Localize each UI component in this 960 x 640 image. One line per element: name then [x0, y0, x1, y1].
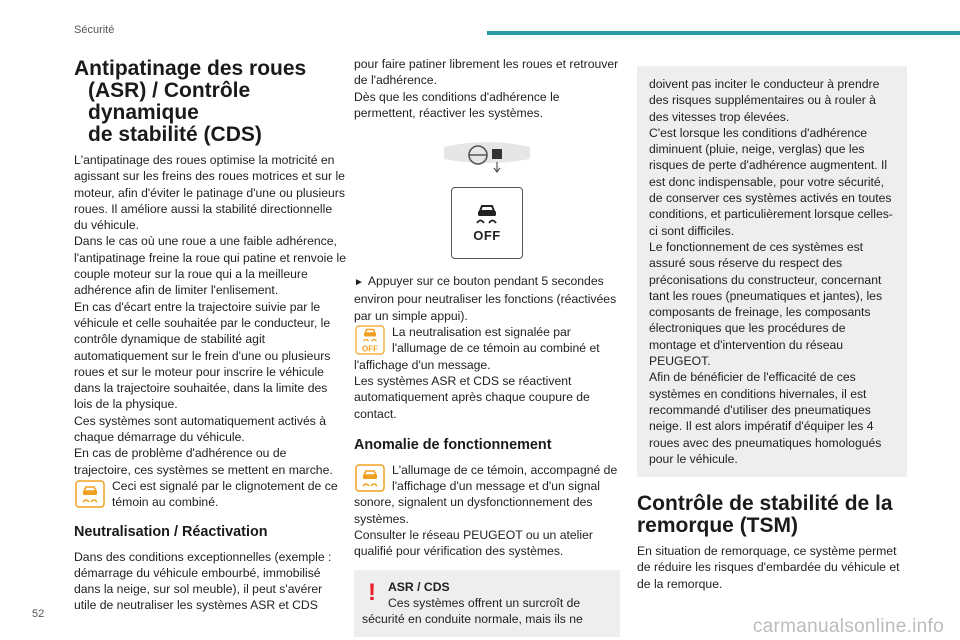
paragraph: L'antipatinage des roues optimise la motricité en agissant sur les freins des roues motrices et sur le moteur, afin d'éviter le patinage d'une ou plusieurs roues. Il améliore aussi la stabilité directionnelle du véhicule. — [74, 153, 345, 233]
paragraph: Dans le cas où une roue a une faible adhérence, l'antipatinage freine la roue qui patine et renvoie le couple moteur sur la roue qui a la meilleure adhérence afin de limiter l'enlisement. — [74, 234, 346, 298]
esp-off-button[interactable] — [451, 187, 523, 259]
column-2 — [354, 50, 620, 637]
neutralisation-light-note: OFF La neutralisation est signalée par l'allumage de ce témoin au combiné et l'affichage d'un message. — [354, 325, 600, 372]
section-title-tsm — [637, 493, 907, 537]
paragraph: En situation de remorquage, ce système permet de réduire les risques d'embardée du véhicule et de la remorque. — [637, 544, 900, 591]
watermark: carmanualsonline.info — [752, 616, 944, 637]
skid-off-warning-icon — [354, 325, 386, 355]
title-line-3: de stabilité (CDS) — [88, 123, 262, 146]
title-line-1: Contrôle de stabilité de la — [637, 492, 893, 516]
title-line-2: remorque (TSM) — [637, 514, 799, 538]
malfunction-light-note: L'allumage de ce témoin, accompagné de l'affichage d'un message et d'un signal sonore, signalent un dysfonctionnement des systèmes. — [354, 462, 618, 526]
page-number: 52 — [32, 608, 45, 620]
button-off-label: OFF — [473, 228, 501, 244]
steering-wheel-icon — [354, 135, 620, 179]
paragraph: En cas de problème d'adhérence ou de trajectoire, ces systèmes se mettent en marche. — [74, 446, 333, 477]
paragraph: Consulter le réseau PEUGEOT ou un atelier qualifié pour vérification des systèmes. — [354, 528, 593, 559]
skid-warning-icon — [354, 463, 386, 493]
paragraph: Afin de bénéficier de l'efficacité de ces systèmes en conditions hivernales, il est recommandé d'utiliser des pneumatiques neige. Il est alors impératif d'équiper les 4 roues avec des pneumatiques homologués pour le véhicule. — [649, 370, 882, 466]
paragraph: Les systèmes ASR et CDS se réactivent automatiquement après chaque coupure de contact. — [354, 373, 590, 421]
warning-box — [354, 570, 620, 637]
paragraph: Dès que les conditions d'adhérence le permettent, réactiver les systèmes. — [354, 89, 560, 120]
warning-title: ASR / CDS — [388, 579, 450, 594]
column-3 — [637, 50, 907, 592]
paragraph: En cas d'écart entre la trajectoire suivie par le véhicule et celle souhaitée par le conducteur, le contrôle dynamique de stabilité agit automatiquement sur le frein d'une ou plusieurs roues et sur le moteur pour inscrire le véhicule dans la trajectoire souhaitée, dans la limite des lois de la physique. — [74, 299, 331, 412]
arrow-icon: ► — [354, 277, 364, 289]
subheading-anomalie: Anomalie de fonctionnement — [354, 436, 552, 453]
paragraph: Le fonctionnement de ces systèmes est assuré sous réserve du respect des préconisations du constructeur, concernant tant les roues (pneumatiques et jantes), les composants de freinage, les composants électroniques que les procédures de montage et d'intervention du réseau PEUGEOT. — [649, 239, 883, 369]
exclamation-icon: ! — [368, 578, 376, 606]
skid-car-icon — [472, 202, 502, 226]
subheading-neutralisation: Neutralisation / Réactivation — [74, 523, 268, 540]
warning-box-continued — [637, 66, 907, 477]
paragraph: C'est lorsque les conditions d'adhérence diminuent (pluie, neige, verglas) que les risques de perte d'adhérence augmentent. Il est donc indispensable, pour votre sécurité, de conserver ces systèmes activés en toutes conditions, et particulièrement lorsque celles-ci sont difficiles. — [649, 125, 893, 238]
warning-light-note: Ceci est signalé par le clignotement de ce témoin au combiné. — [74, 478, 346, 511]
paragraph: doivent pas inciter le conducteur à prendre des risques supplémentaires ou à rouler à des vitesses trop élevées. — [649, 77, 880, 124]
section-header: Sécurité — [74, 24, 115, 36]
section-title-asr-cds — [74, 58, 346, 146]
title-line-1: Antipatinage des roues — [74, 57, 307, 80]
warning-text: Ces systèmes offrent un surcroît de sécurité en conduite normale, mais ils ne — [362, 595, 583, 627]
icon-off-text: OFF — [362, 344, 378, 354]
step-instruction: ► Appuyer sur ce bouton pendant 5 secondes environ pour neutraliser les fonctions (réactivées par un simple appui). — [354, 274, 617, 323]
header-bar — [487, 31, 960, 35]
column-1 — [74, 50, 346, 614]
paragraph: Ces systèmes sont automatiquement activés à chaque démarrage du véhicule. — [74, 413, 326, 445]
title-line-2: (ASR) / Contrôle dynamique — [88, 79, 251, 124]
paragraph: Dans des conditions exceptionnelles (exemple : démarrage du véhicule embourbé, immobilisé dans la neige, sur sol meuble), il peut s'avérer utile de neutraliser les systèmes ASR et CDS — [74, 549, 332, 613]
paragraph: pour faire patiner librement les roues et retrouver de l'adhérence. — [354, 57, 619, 88]
skid-warning-icon — [74, 479, 106, 509]
